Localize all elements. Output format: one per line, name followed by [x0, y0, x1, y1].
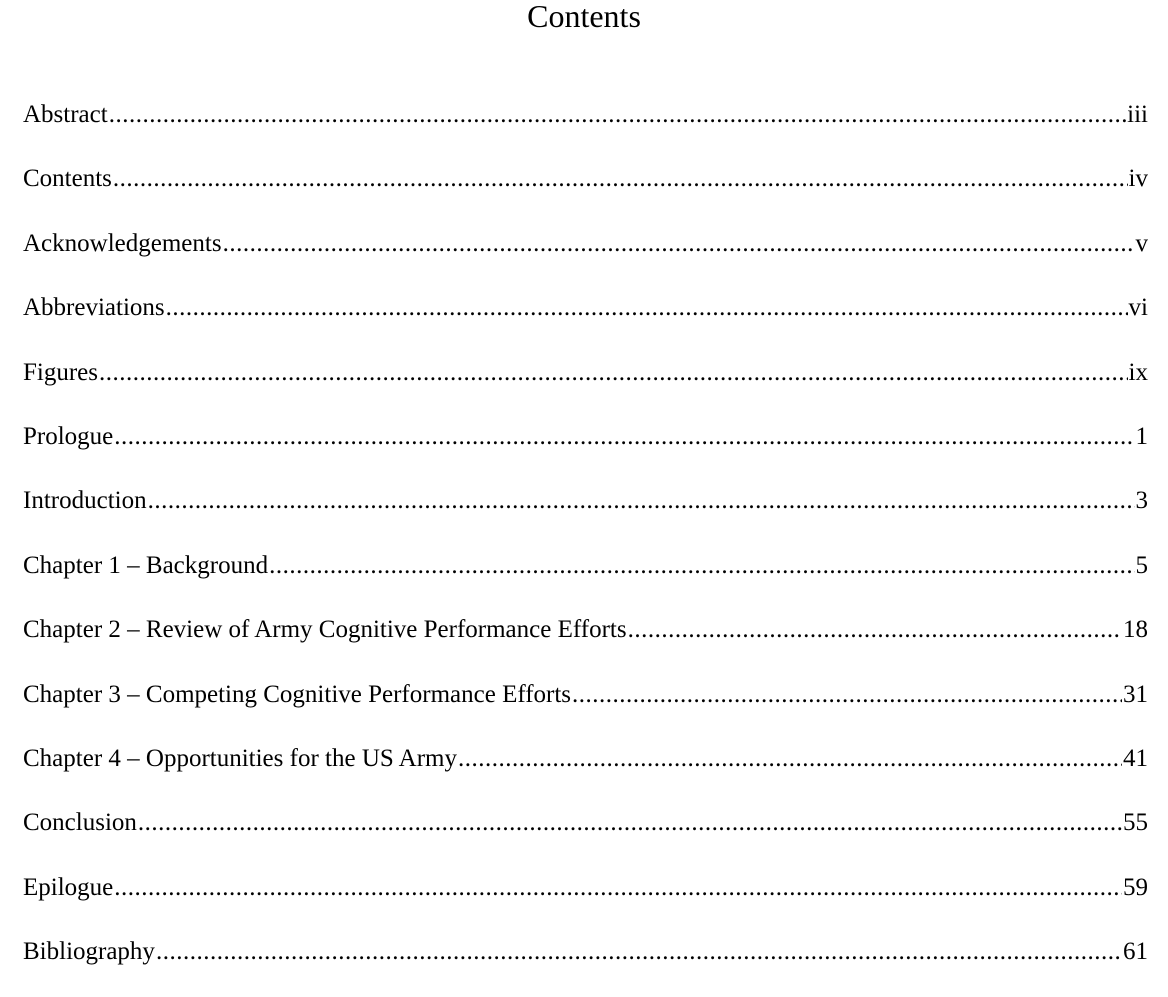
toc-entry-page-number: 59 — [1123, 873, 1148, 901]
toc-entry-page-number: 3 — [1135, 487, 1148, 515]
toc-entry-chapter-4[interactable] — [23, 740, 1148, 804]
toc-entry-label: Prologue — [23, 422, 114, 450]
toc-entry-label: Chapter 3 – Competing Cognitive Performance Efforts — [23, 680, 572, 708]
toc-entry-bibliography[interactable] — [23, 933, 1148, 997]
dot-leader — [166, 289, 1128, 327]
toc-entry-label: Contents — [23, 165, 112, 193]
toc-entry-epilogue[interactable] — [23, 869, 1148, 933]
toc-entry-label: Chapter 2 – Review of Army Cognitive Performance Efforts — [23, 616, 627, 644]
toc-entry-label: Bibliography — [23, 938, 155, 966]
toc-entry-label: Epilogue — [23, 873, 114, 901]
toc-entry-page-number: 5 — [1135, 551, 1148, 579]
toc-entry-chapter-2[interactable] — [23, 611, 1148, 675]
dot-leader — [572, 676, 1122, 714]
toc-entry-page-number: ix — [1128, 358, 1148, 386]
toc-entry-introduction[interactable] — [23, 482, 1148, 546]
toc-entry-label: Chapter 1 – Background — [23, 551, 269, 579]
dot-leader — [269, 547, 1134, 585]
toc-entry-page-number: 61 — [1123, 938, 1148, 966]
toc-entry-figures[interactable] — [23, 354, 1148, 418]
toc-entry-label: Acknowledgements — [23, 229, 222, 257]
page-title: Contents — [527, 0, 641, 34]
toc-entry-abbreviations[interactable] — [23, 289, 1148, 353]
toc-entry-page-number: 55 — [1123, 809, 1148, 837]
toc-entry-page-number: 1 — [1135, 422, 1148, 450]
dot-leader — [109, 96, 1126, 134]
toc-entry-prologue[interactable] — [23, 418, 1148, 482]
toc-entry-conclusion[interactable] — [23, 804, 1148, 868]
dot-leader — [223, 225, 1135, 263]
toc-entry-label: Conclusion — [23, 809, 137, 837]
toc-entry-page-number: iv — [1128, 165, 1148, 193]
toc-entry-label: Chapter 4 – Opportunities for the US Army — [23, 744, 457, 772]
dot-leader — [156, 933, 1122, 971]
dot-leader — [138, 804, 1122, 842]
table-of-contents — [23, 96, 1148, 997]
toc-entry-acknowledgements[interactable] — [23, 225, 1148, 289]
dot-leader — [148, 482, 1135, 520]
toc-entry-page-number: iii — [1127, 101, 1148, 128]
toc-entry-page-number: 18 — [1123, 616, 1148, 644]
toc-entry-chapter-1[interactable] — [23, 547, 1148, 611]
toc-entry-abstract[interactable] — [23, 96, 1148, 160]
dot-leader — [628, 611, 1122, 649]
dot-leader — [114, 418, 1134, 456]
dot-leader — [114, 869, 1122, 907]
toc-entry-page-number: 41 — [1123, 744, 1148, 772]
toc-entry-chapter-3[interactable] — [23, 676, 1148, 740]
dot-leader — [113, 160, 1128, 198]
toc-entry-label: Introduction — [23, 487, 147, 515]
toc-entry-label: Figures — [23, 358, 98, 386]
toc-entry-contents[interactable] — [23, 160, 1148, 224]
dot-leader — [458, 740, 1122, 778]
dot-leader — [99, 354, 1128, 392]
toc-entry-page-number: v — [1135, 229, 1148, 257]
toc-entry-label: Abbreviations — [23, 294, 165, 322]
toc-entry-page-number: 31 — [1123, 680, 1148, 708]
toc-entry-page-number: vi — [1128, 294, 1148, 322]
toc-entry-label: Abstract — [23, 101, 108, 128]
